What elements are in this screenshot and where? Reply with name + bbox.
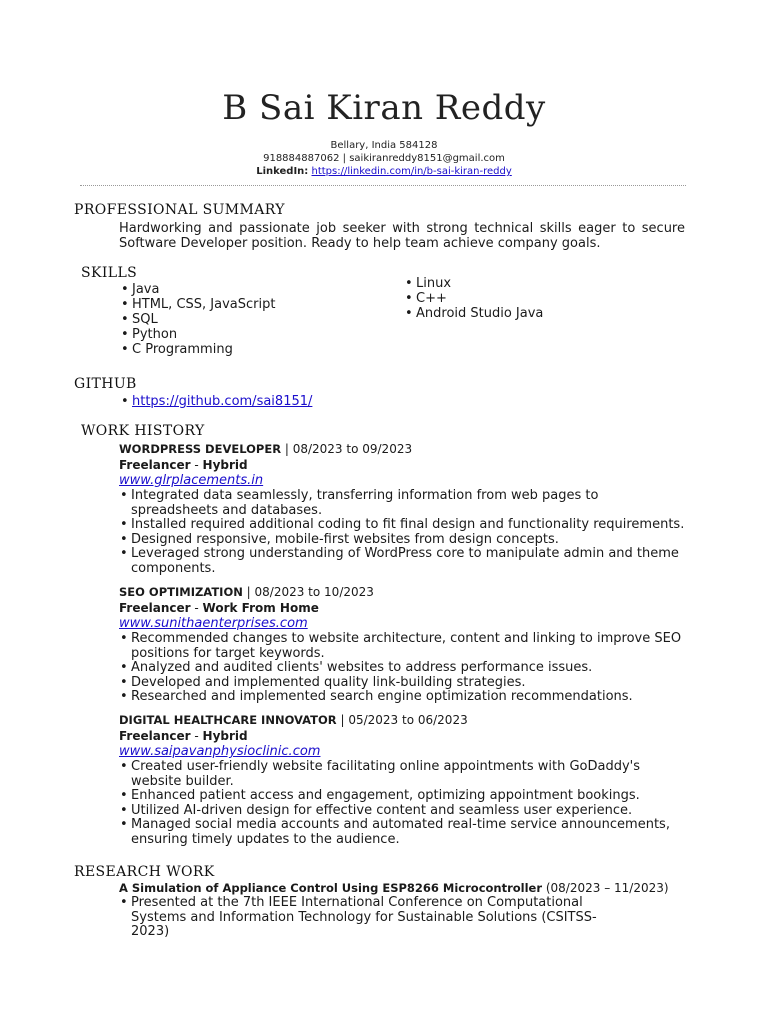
work-heading: WORK HISTORY: [81, 423, 205, 439]
job-org-line: [119, 728, 689, 744]
research-heading: RESEARCH WORK: [74, 864, 215, 880]
job-bullet: • Researched and implemented search engine optimization recommendations.: [119, 690, 689, 705]
job-bullet: • Enhanced patient access and engagement, optimizing appointment bookings.: [119, 789, 689, 804]
job-entry: [119, 712, 689, 848]
job-title: WORDPRESS DEVELOPER: [119, 442, 282, 456]
job-site-line: [119, 744, 689, 760]
linkedin-line: [0, 166, 768, 177]
job-dash: -: [190, 729, 203, 743]
location: Bellary, India 584128: [330, 140, 438, 151]
research-title: A Simulation of Appliance Control Using ESP8266 Microcontroller: [119, 881, 543, 895]
job-mode: Work From Home: [202, 601, 319, 615]
research-bullets: [119, 896, 609, 940]
github-link[interactable]: https://github.com/sai8151/: [132, 394, 313, 409]
job-mode: Hybrid: [202, 729, 248, 743]
email: saikiranreddy8151@gmail.com: [349, 153, 505, 164]
skill-item: • Python: [120, 327, 275, 342]
skills-list-right: [404, 276, 543, 321]
job-title-line: [119, 712, 689, 728]
skill-item: • C++: [404, 291, 543, 306]
job-company: Freelancer: [119, 458, 191, 472]
job-dates: | 08/2023 to 10/2023: [242, 585, 374, 599]
job-dates: | 05/2023 to 06/2023: [336, 713, 468, 727]
job-bullets: [119, 760, 689, 848]
candidate-name: B Sai Kiran Reddy: [222, 88, 546, 128]
job-bullet: • Leveraged strong understanding of WordPress core to manipulate admin and theme components.: [119, 547, 689, 576]
job-bullets: [119, 489, 689, 577]
job-bullets: [119, 632, 689, 705]
job-bullet: • Integrated data seamlessly, transferring information from web pages to spreadsheets and databases.: [119, 489, 689, 518]
job-site-link[interactable]: www.sunithaenterprises.com: [119, 616, 308, 631]
github-list: [120, 394, 312, 409]
job-entry: [119, 441, 689, 577]
job-entry: [119, 584, 689, 705]
job-org-line: [119, 457, 689, 473]
job-company: Freelancer: [119, 601, 191, 615]
job-site-line: [119, 473, 689, 489]
research-entry: [119, 880, 689, 940]
summary-text: Hardworking and passionate job seeker with strong technical skills eager to secure Software Developer position. Ready to help team achieve company goals.: [119, 221, 685, 251]
linkedin-link[interactable]: https://linkedin.com/in/b-sai-kiran-reddy: [311, 166, 512, 177]
job-site-link[interactable]: www.saipavanphysioclinic.com: [119, 744, 321, 759]
job-bullet: • Developed and implemented quality link-building strategies.: [119, 676, 689, 691]
research-title-line: [119, 880, 689, 896]
skill-item: • Linux: [404, 276, 543, 291]
skills-list-left: [120, 282, 275, 357]
job-title: SEO OPTIMIZATION: [119, 585, 243, 599]
header-divider: [80, 185, 686, 186]
job-site-link[interactable]: www.glrplacements.in: [119, 473, 264, 488]
github-heading: GITHUB: [74, 376, 137, 392]
separator: |: [342, 153, 347, 164]
job-bullet: • Recommended changes to website architecture, content and linking to improve SEO positions for target keywords.: [119, 632, 689, 661]
phone: 918884887062: [263, 153, 340, 164]
linkedin-label: LinkedIn:: [256, 166, 309, 177]
skill-item: • C Programming: [120, 342, 275, 357]
job-bullet: • Created user-friendly website facilitating online appointments with GoDaddy's website builder.: [119, 760, 689, 789]
research-dates: (08/2023 – 11/2023): [542, 881, 669, 895]
job-company: Freelancer: [119, 729, 191, 743]
skills-heading: SKILLS: [81, 265, 138, 281]
skill-item: • Android Studio Java: [404, 306, 543, 321]
github-item: [120, 394, 312, 409]
job-org-line: [119, 600, 689, 616]
job-dates: | 08/2023 to 09/2023: [281, 442, 413, 456]
job-dash: -: [190, 458, 203, 472]
job-mode: Hybrid: [202, 458, 248, 472]
job-title-line: [119, 441, 689, 457]
job-bullet: • Utilized AI-driven design for effective content and seamless user experience.: [119, 804, 689, 819]
skill-item: • HTML, CSS, JavaScript: [120, 297, 275, 312]
job-bullet: • Managed social media accounts and automated real-time service announcements, ensuring timely updates to the audience.: [119, 818, 689, 847]
job-title-line: [119, 584, 689, 600]
job-bullet: • Installed required additional coding to fit final design and functionality requirements.: [119, 518, 689, 533]
job-title: DIGITAL HEALTHCARE INNOVATOR: [119, 713, 337, 727]
job-bullet: • Analyzed and audited clients' websites to address performance issues.: [119, 661, 689, 676]
skill-item: • Java: [120, 282, 275, 297]
job-site-line: [119, 616, 689, 632]
job-bullet: • Designed responsive, mobile-first websites from design concepts.: [119, 533, 689, 548]
skill-item: • SQL: [120, 312, 275, 327]
contact-line: [0, 153, 768, 164]
job-dash: -: [190, 601, 203, 615]
research-bullet: • Presented at the 7th IEEE International Conference on Computational Systems and Information Technology for Sustainable Solutions (CSITSS-2023): [119, 896, 609, 940]
summary-heading: PROFESSIONAL SUMMARY: [74, 202, 285, 218]
